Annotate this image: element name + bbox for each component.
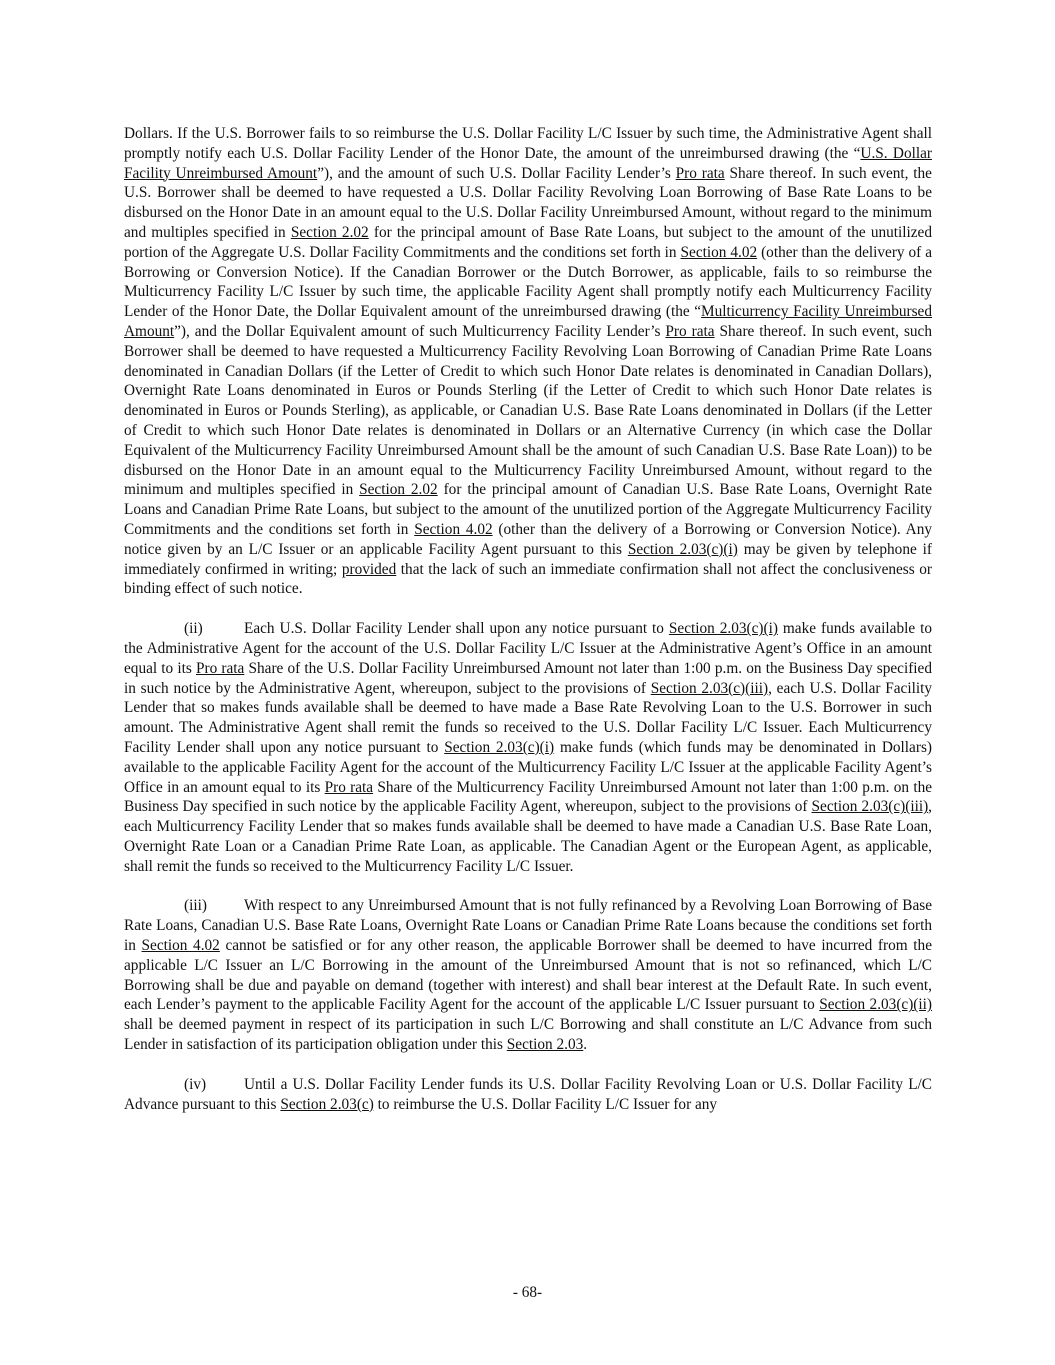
text-run: Share of the Multicurrency Facility Unreimbursed Amount not later than 1:00 p.m. on the Business Day specified in such notice by the applicable Facility Agent, whereupon, subject to the provisions of [124, 778, 933, 816]
text-run: Share of the U.S. Dollar Facility Unreimbursed Amount not later than 1:00 p.m. on the Business Day specified in such notice by the Administrative Agent, whereupon, subject to the provisions of [124, 659, 932, 697]
text-run: Share thereof. In such event, such Borrower shall be deemed to have requested a Multicurrency Facility Revolving Loan Borrowing of Canadian Prime Rate Loans denominated in Canadian Dollars (if the Letter of Credit to which such Honor Date relates is denominated in Canadian Dollars), Overnight Rate Loans denominated in Euros or Pounds Sterling (if the Letter of Credit to which such Honor Date relates is denominated in Euros or Pounds Sterling), as applicable, or Canadian U.S. Base Rate Loans denominated in Dollars (if the Letter of Credit to which such Honor Date relates is denominated in Dollars or an Alternative Currency (in which case the Dollar Equivalent of the Multicurrency Facility Unreimbursed Amount shall be the amount of such Canadian U.S. Base Rate Loan)) to be disbursed on the Honor Date in an amount equal to the Multicurrency Facility Unreimbursed Amount, without regard to the minimum and multiples specified in [124, 322, 932, 499]
pro-rata-term: Pro rata [665, 322, 715, 340]
text-run: make funds available to the Administrative Agent for the account of the U.S. Dollar Facility L/C Issuer at the Administrative Agent’s Office in an amount equal to its [124, 620, 932, 677]
section-reference: Section 2.03(c)(iii) [811, 798, 929, 816]
section-reference: Section 2.03(c) [280, 1095, 374, 1113]
document-body [124, 124, 932, 1134]
paragraph-iii [124, 896, 932, 1054]
section-reference: Section 2.03(c)(ii) [819, 996, 932, 1014]
text-run: Each U.S. Dollar Facility Lender shall upon any notice pursuant to [244, 620, 669, 638]
defined-term-usd-unreimbursed: U.S. Dollar Facility Unreimbursed Amount [124, 144, 932, 182]
text-run: (other than the delivery of a Borrowing or Conversion Notice). Any notice given by an L/C Issuer or an applicable Facility Agent pursuant to this [124, 520, 933, 558]
pro-rata-term: Pro rata [324, 778, 374, 796]
clause-number: (ii) [184, 620, 203, 638]
text-run: that the lack of such an immediate confirmation shall not affect the conclusiveness or binding effect of such notice. [124, 560, 932, 598]
text-run: (other than the delivery of a Borrowing or Conversion Notice). If the Canadian Borrower or the Dutch Borrower, as applicable, fails to so reimburse the Multicurrency Facility L/C Issuer by such time, the applicable Facility Agent shall promptly notify each Multicurrency Facility Lender of the Honor Date, the Dollar Equivalent amount of the unreimbursed drawing (the “ [124, 243, 932, 321]
paragraph-ii [124, 619, 932, 876]
text-run: Dollars. If the U.S. Borrower fails to so reimburse the U.S. Dollar Facility L/C Issuer by such time, the Administrative Agent shall promptly notify each U.S. Dollar Facility Lender of the Honor Date, the amount of the unreimbursed drawing (the “ [124, 125, 932, 162]
text-run: , each Multicurrency Facility Lender that so makes funds available shall be deemed to have made a Canadian U.S. Base Rate Loan, Overnight Rate Loan or a Canadian Prime Rate Loan, as applicable. The Canadian Agent or the European Agent, as applicable, shall remit the funds so received to the Multicurrency Facility L/C Issuer. [124, 798, 932, 875]
page-number: - 68- [512, 1284, 543, 1301]
section-reference: Section 2.03 [506, 1036, 584, 1054]
paragraph-continuation [124, 124, 932, 599]
pro-rata-term: Pro rata [675, 164, 725, 182]
paragraph-iv [124, 1075, 932, 1115]
text-run: for the principal amount of Canadian U.S. Base Rate Loans, Overnight Rate Loans and Canadian Prime Rate Loans, but subject to the amount of the unutilized portion of the Aggregate Multicurrency Facility Commitments and the conditions set forth in [124, 481, 932, 538]
text-run: may be given by telephone if immediately confirmed in writing; [124, 540, 932, 578]
clause-number: (iv) [184, 1075, 207, 1093]
section-reference: Section 4.02 [141, 937, 220, 955]
text-run: to reimburse the U.S. Dollar Facility L/C Issuer for any [373, 1095, 718, 1113]
section-reference: Section 2.03(c)(i) [668, 620, 778, 638]
section-reference: Section 4.02 [414, 520, 493, 538]
section-reference: Section 4.02 [680, 243, 758, 261]
text-run: for the principal amount of Base Rate Loans, but subject to the amount of the unutilized portion of the Aggregate U.S. Dollar Facility Commitments and the conditions set forth in [124, 223, 932, 261]
section-reference: Section 2.02 [359, 481, 438, 499]
provided-term: provided [341, 560, 397, 578]
text-run: . [583, 1036, 588, 1054]
section-reference: Section 2.03(c)(iii) [650, 679, 769, 697]
section-reference: Section 2.02 [290, 223, 369, 241]
text-run: shall be deemed payment in respect of its participation in such L/C Borrowing and shall constitute an L/C Advance from such Lender in satisfaction of its participation obligation under this [124, 1016, 932, 1054]
text-run: , each U.S. Dollar Facility Lender that so makes funds available shall be deemed to have made a Base Rate Revolving Loan to the U.S. Borrower in such amount. The Administrative Agent shall remit the funds so received to the U.S. Dollar Facility L/C Issuer. Each Multicurrency Facility Lender shall upon any notice pursuant to [124, 679, 932, 756]
section-reference: Section 2.03(c)(i) [444, 738, 555, 756]
text-run: Share thereof. In such event, the U.S. Borrower shall be deemed to have requested a U.S. Dollar Facility Revolving Loan Borrowing of Base Rate Loans to be disbursed on the Honor Date in an amount equal to the U.S. Dollar Facility Unreimbursed Amount, without regard to the minimum and multiples specified in [124, 164, 932, 241]
pro-rata-term: Pro rata [196, 659, 245, 677]
text-run: cannot be satisfied or for any other reason, the applicable Borrower shall be deemed to have incurred from the applicable L/C Issuer an L/C Borrowing in the amount of the Unreimbursed Amount that is not so refinanced, which L/C Borrowing shall be due and payable on demand (together with interest) and shall bear interest at the Default Rate. In such event, each Lender’s payment to the applicable Facility Agent for the account of the applicable L/C Issuer pursuant to [124, 937, 932, 1014]
section-reference: Section 2.03(c)(i) [627, 540, 738, 558]
text-run: ”), and the amount of such U.S. Dollar Facility Lender’s [317, 164, 676, 182]
defined-term-multi-unreimbursed: Multicurrency Facility Unreimbursed Amount [124, 303, 932, 340]
text-run: ”), and the Dollar Equivalent amount of such Multicurrency Facility Lender’s [174, 322, 666, 340]
text-run: make funds (which funds may be denominated in Dollars) available to the applicable Facility Agent for the account of the Multicurrency Facility L/C Issuer at the applicable Facility Agent’s Office in an amount equal to its [124, 738, 932, 796]
text-run: Until a U.S. Dollar Facility Lender funds its U.S. Dollar Facility Revolving Loan or U.S. Dollar Facility L/C Advance pursuant to this [124, 1075, 932, 1113]
text-run: With respect to any Unreimbursed Amount that is not fully refinanced by a Revolving Loan Borrowing of Base Rate Loans, Canadian U.S. Base Rate Loans, Overnight Rate Loans or Canadian Prime Rate Loans because the conditions set forth in [124, 897, 932, 955]
clause-number: (iii) [184, 897, 207, 915]
